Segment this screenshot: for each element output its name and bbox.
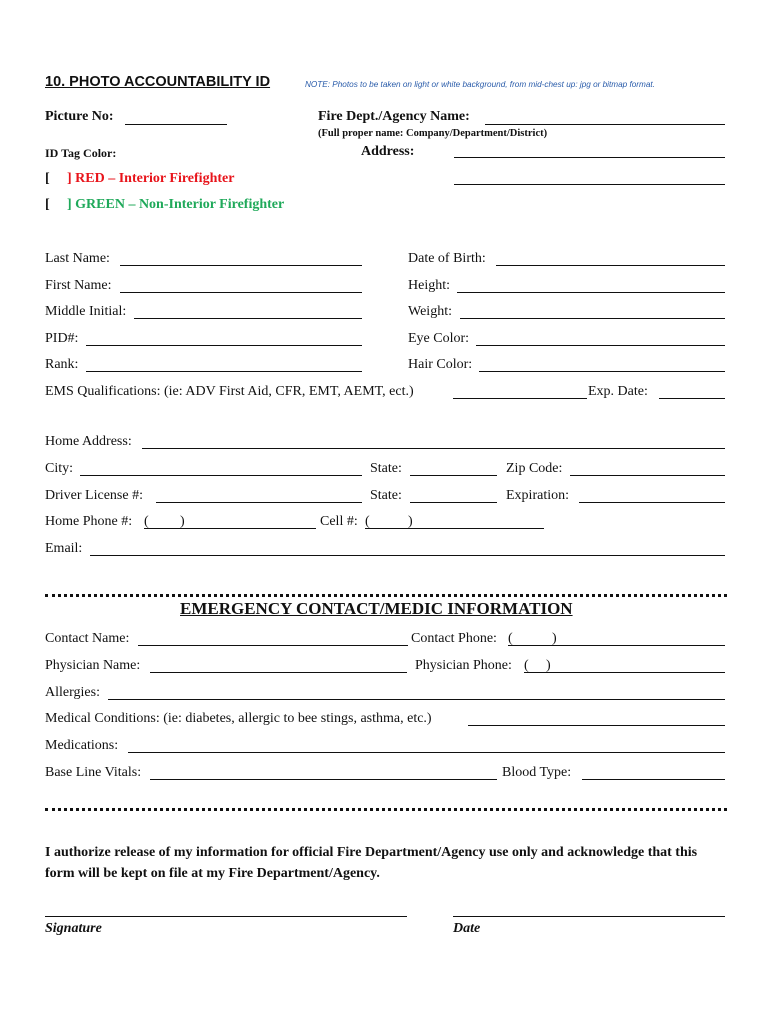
medications-label: Medications:: [45, 738, 119, 753]
home-address-field[interactable]: [142, 448, 725, 449]
cell-paren-close: ): [408, 514, 413, 529]
physician-phone-paren-open: (: [524, 658, 529, 673]
expiration-label: Expiration:: [506, 488, 569, 503]
first-name-label: First Name:: [45, 278, 112, 293]
physician-name-field[interactable]: [150, 672, 407, 673]
allergies-label: Allergies:: [45, 685, 100, 700]
city-label: City:: [45, 461, 74, 476]
full-name-note: (Full proper name: Company/Department/District): [318, 128, 548, 139]
contact-phone-label: Contact Phone:: [411, 631, 497, 646]
section-divider: [45, 808, 727, 811]
height-label: Height:: [408, 278, 450, 293]
vitals-field[interactable]: [150, 779, 497, 780]
expiration-field[interactable]: [579, 502, 725, 503]
exp-date-label: Exp. Date:: [588, 384, 648, 399]
email-label: Email:: [45, 541, 83, 556]
signature-label: Signature: [45, 921, 102, 936]
address-field-2[interactable]: [454, 184, 725, 185]
cell-field[interactable]: [365, 528, 544, 529]
page-title: 10. PHOTO ACCOUNTABILITY ID: [45, 74, 271, 90]
dl-state-field[interactable]: [410, 502, 497, 503]
dl-state-label: State:: [370, 488, 402, 503]
state-field[interactable]: [410, 475, 497, 476]
last-name-field[interactable]: [120, 265, 362, 266]
zip-field[interactable]: [570, 475, 725, 476]
email-field[interactable]: [90, 555, 725, 556]
contact-phone-paren-open: (: [508, 631, 513, 646]
picture-no-label: Picture No:: [45, 109, 114, 124]
date-field[interactable]: [453, 916, 725, 917]
blood-type-label: Blood Type:: [502, 765, 572, 780]
driver-license-field[interactable]: [156, 502, 362, 503]
weight-label: Weight:: [408, 304, 452, 319]
first-name-field[interactable]: [120, 292, 362, 293]
blood-type-field[interactable]: [582, 779, 725, 780]
middle-initial-label: Middle Initial:: [45, 304, 127, 319]
dob-label: Date of Birth:: [408, 251, 486, 266]
medical-conditions-field[interactable]: [468, 725, 725, 726]
pid-field[interactable]: [86, 345, 362, 346]
hair-color-label: Hair Color:: [408, 357, 473, 372]
medications-field[interactable]: [128, 752, 725, 753]
contact-name-field[interactable]: [138, 645, 408, 646]
exp-date-field[interactable]: [659, 398, 725, 399]
signature-field[interactable]: [45, 916, 407, 917]
red-tag-checkbox[interactable]: [: [45, 171, 50, 186]
id-tag-color-label: ID Tag Color:: [45, 146, 117, 160]
home-address-label: Home Address:: [45, 434, 132, 449]
physician-phone-label: Physician Phone:: [415, 658, 512, 673]
home-phone-label: Home Phone #:: [45, 514, 133, 529]
last-name-label: Last Name:: [45, 251, 110, 266]
eye-color-field[interactable]: [476, 345, 725, 346]
emergency-heading: EMERGENCY CONTACT/MEDIC INFORMATION: [180, 599, 573, 618]
state-label: State:: [370, 461, 402, 476]
cell-paren-open: (: [365, 514, 370, 529]
rank-label: Rank:: [45, 357, 79, 372]
green-tag-checkbox[interactable]: [: [45, 197, 50, 212]
home-phone-field[interactable]: [144, 528, 316, 529]
section-divider: [45, 594, 727, 597]
red-tag-label: ] RED – Interior Firefighter: [67, 171, 235, 186]
contact-phone-field[interactable]: [508, 645, 725, 646]
driver-license-label: Driver License #:: [45, 488, 143, 503]
home-phone-paren-open: (: [144, 514, 149, 529]
physician-phone-field[interactable]: [524, 672, 725, 673]
dob-field[interactable]: [496, 265, 725, 266]
middle-initial-field[interactable]: [134, 318, 362, 319]
height-field[interactable]: [457, 292, 725, 293]
home-phone-paren-close: ): [180, 514, 185, 529]
contact-name-label: Contact Name:: [45, 631, 130, 646]
date-label: Date: [453, 921, 481, 936]
pid-label: PID#:: [45, 331, 79, 346]
cell-label: Cell #:: [320, 514, 358, 529]
weight-field[interactable]: [460, 318, 725, 319]
physician-name-label: Physician Name:: [45, 658, 141, 673]
fire-dept-field[interactable]: [485, 124, 725, 125]
authorization-text: I authorize release of my information for official Fire Department/Agency use only and acknowledge that this form will be kept on file at my Fire Department/Agency.: [45, 845, 698, 881]
photo-note: NOTE: Photos to be taken on light or white background, from mid-chest up: jpg or bitmap format.: [305, 80, 655, 89]
picture-no-field[interactable]: [125, 124, 227, 125]
contact-phone-paren-close: ): [552, 631, 557, 646]
ems-label: EMS Qualifications: (ie: ADV First Aid, CFR, EMT, AEMT, ect.): [45, 384, 414, 399]
medical-conditions-label: Medical Conditions: (ie: diabetes, allergic to bee stings, asthma, etc.): [45, 711, 432, 726]
fire-dept-label: Fire Dept./Agency Name:: [318, 109, 470, 124]
eye-color-label: Eye Color:: [408, 331, 470, 346]
rank-field[interactable]: [86, 371, 362, 372]
allergies-field[interactable]: [108, 699, 725, 700]
hair-color-field[interactable]: [479, 371, 725, 372]
ems-field[interactable]: [453, 398, 587, 399]
green-tag-label: ] GREEN – Non-Interior Firefighter: [67, 197, 285, 212]
zip-label: Zip Code:: [506, 461, 563, 476]
vitals-label: Base Line Vitals:: [45, 765, 142, 780]
city-field[interactable]: [80, 475, 362, 476]
physician-phone-paren-close: ): [546, 658, 551, 673]
address-label: Address:: [361, 144, 415, 159]
address-field-1[interactable]: [454, 157, 725, 158]
